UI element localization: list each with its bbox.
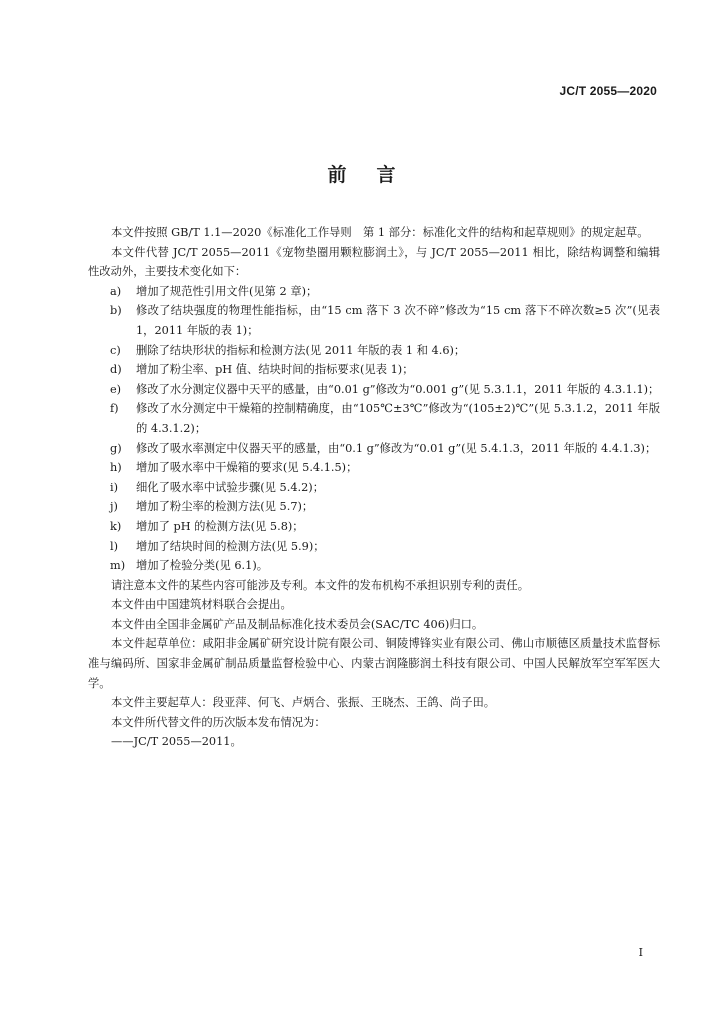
list-item — [88, 458, 660, 478]
standard-code: JC/T 2055—2020 — [559, 84, 657, 98]
list-item — [88, 282, 660, 302]
item-text: 删除了结块形状的指标和检测方法(见 2011 年版的表 1 和 4.6)； — [136, 343, 466, 357]
item-label: k) — [110, 519, 122, 533]
change-list — [88, 282, 660, 576]
list-item — [88, 517, 660, 537]
item-text: 增加了结块时间的检测方法(见 5.9)； — [136, 539, 325, 553]
paragraph: 本文件由中国建筑材料联合会提出。 — [111, 598, 292, 612]
list-item — [88, 478, 660, 498]
list-item — [88, 360, 660, 380]
item-label: h) — [110, 461, 122, 475]
history-line: ——JC/T 2055—2011。 — [111, 735, 242, 749]
list-item — [88, 537, 660, 557]
paragraph: 本文件代替 JC/T 2055—2011《宠物垫圈用颗粒膨润土》，与 JC/T 2055—2011 相比，除结构调整和编辑性改动外，主要技术变化如下： — [88, 245, 660, 279]
item-label: e) — [110, 382, 122, 396]
paragraph: 本文件按照 GB/T 1.1—2020《标准化工作导则 第 1 部分：标准化文件的结构和起草规则》的规定起草。 — [111, 226, 649, 239]
list-item — [88, 399, 660, 438]
item-label: c) — [110, 343, 121, 357]
list-item — [88, 556, 660, 576]
foreword-content — [88, 223, 660, 752]
page-number: I — [638, 946, 643, 959]
item-text: 细化了吸水率中试验步骤(见 5.4.2)； — [136, 480, 325, 494]
item-text: 修改了水分测定中干燥箱的控制精确度，由“105℃±3℃”修改为“(105±2)℃”(见 5.3.1.2，2011 年版的 4.3.1.2)； — [136, 402, 660, 435]
item-label: a) — [110, 284, 122, 298]
item-text: 增加了粉尘率、pH 值、结块时间的指标要求(见表 1)； — [136, 363, 414, 377]
item-text: 增加了规范性引用文件(见第 2 章)； — [136, 284, 318, 298]
item-text: 增加了检验分类(见 6.1)。 — [136, 559, 269, 573]
list-item — [88, 301, 660, 340]
item-label: i) — [110, 480, 119, 494]
item-label: d) — [110, 363, 122, 377]
paragraph: 本文件所代替文件的历次版本发布情况为： — [111, 715, 326, 729]
item-label: m) — [110, 559, 126, 573]
paragraph: 本文件由全国非金属矿产品及制品标准化技术委员会(SAC/TC 406)归口。 — [111, 617, 484, 631]
paragraph: 本文件主要起草人：段亚萍、何飞、卢炳合、张振、王晓杰、王鸽、尚子田。 — [111, 696, 496, 710]
item-text: 修改了吸水率测定中仪器天平的感量，由“0.1 g”修改为“0.01 g”(见 5.4.1.3，2011 年版的 4.4.1.3)； — [136, 441, 657, 455]
item-text: 增加了 pH 的检测方法(见 5.8)； — [136, 519, 304, 533]
item-label: j) — [110, 500, 118, 514]
item-label: b) — [110, 304, 122, 318]
list-item — [88, 380, 660, 400]
page-title: 前言 — [327, 164, 426, 186]
list-item — [88, 497, 660, 517]
item-text: 增加了粉尘率的检测方法(见 5.7)； — [136, 500, 314, 514]
item-label: g) — [110, 441, 122, 455]
item-text: 增加了吸水率中干燥箱的要求(见 5.4.1.5)； — [136, 461, 358, 475]
item-label: l) — [110, 539, 119, 553]
item-text: 修改了水分测定仪器中天平的感量，由“0.01 g”修改为“0.001 g”(见 5.3.1.1，2011 年版的 4.3.1.1)； — [136, 382, 660, 396]
paragraph: 请注意本文件的某些内容可能涉及专利。本文件的发布机构不承担识别专利的责任。 — [111, 578, 529, 592]
item-label: f) — [110, 402, 119, 416]
item-text: 修改了结块强度的物理性能指标，由“15 cm 落下 3 次不碎”修改为“15 cm 落下不碎次数≥5 次”(见表 1，2011 年版的表 1)； — [136, 304, 660, 337]
list-item — [88, 439, 660, 459]
paragraph: 本文件起草单位：咸阳非金属矿研究设计院有限公司、铜陵博锋实业有限公司、佛山市顺德区质量技术监督标准与编码所、国家非金属矿制品质量监督检验中心、内蒙古润隆膨润土科技有限公司、中国人民解放军空军军医大学。 — [88, 637, 660, 690]
list-item — [88, 341, 660, 361]
